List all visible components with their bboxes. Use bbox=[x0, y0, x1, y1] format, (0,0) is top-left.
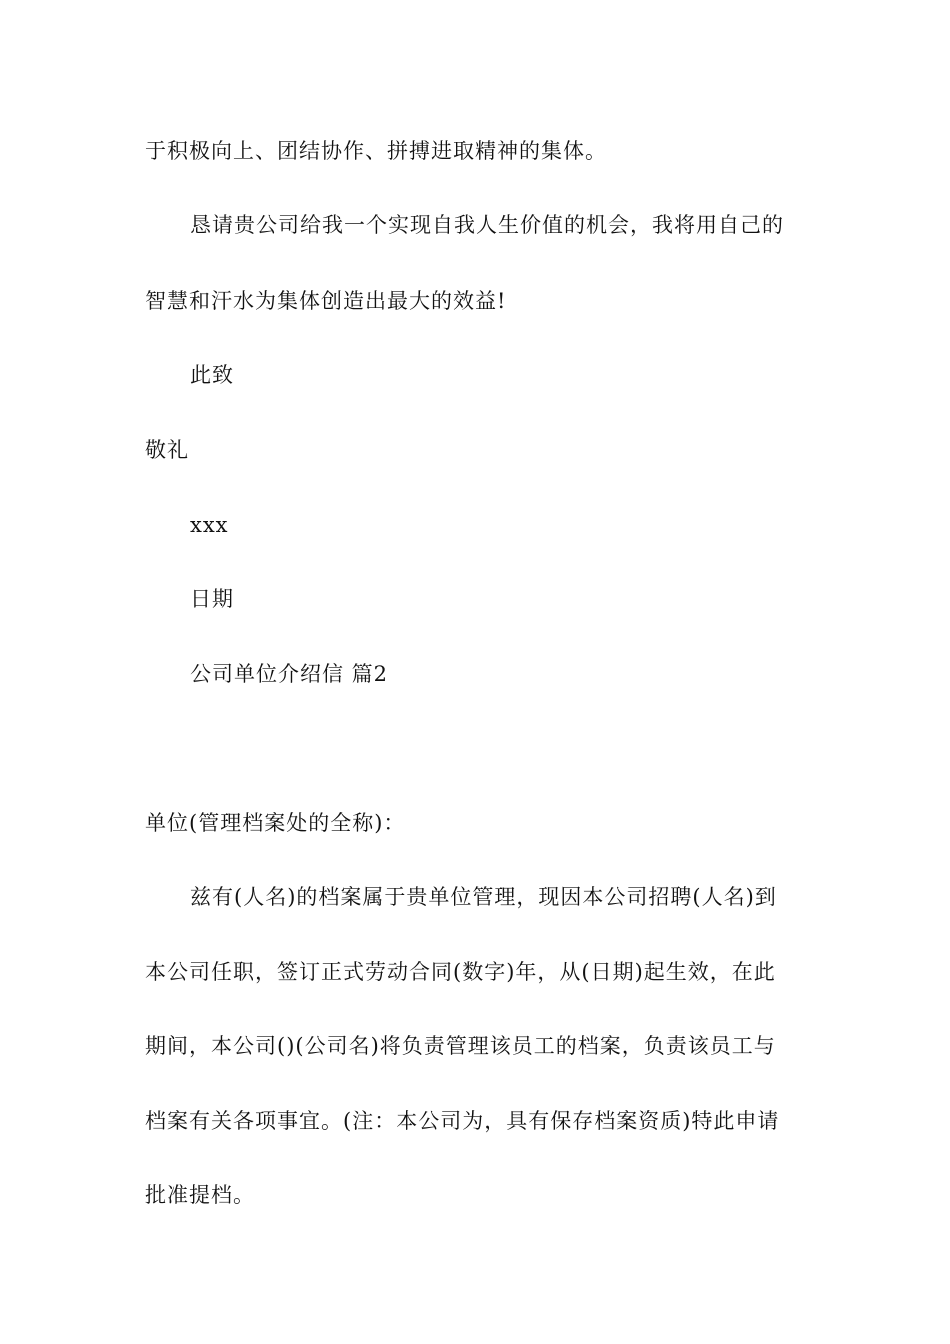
paragraph-line: 档案有关各项事宜。(注：本公司为，具有保存档案资质)特此申请 bbox=[145, 1109, 780, 1133]
signature-date: 日期 bbox=[190, 587, 234, 611]
closing-regards: 敬礼 bbox=[145, 438, 189, 462]
section-heading: 公司单位介绍信 篇2 bbox=[190, 662, 389, 686]
paragraph-line: 兹有(人名)的档案属于贵单位管理，现因本公司招聘(人名)到 bbox=[190, 885, 777, 909]
paragraph-line: 于积极向上、团结协作、拼搏进取精神的集体。 bbox=[145, 139, 607, 163]
signature-name: xxx bbox=[190, 513, 229, 537]
paragraph-line: 批准提档。 bbox=[145, 1183, 255, 1207]
paragraph-line: 本公司任职，签订正式劳动合同(数字)年，从(日期)起生效，在此 bbox=[145, 960, 776, 984]
paragraph-line: 恳请贵公司给我一个实现自我人生价值的机会，我将用自己的 bbox=[190, 213, 784, 237]
closing-salutation: 此致 bbox=[190, 363, 234, 387]
paragraph-line: 期间，本公司()(公司名)将负责管理该员工的档案，负责该员工与 bbox=[145, 1034, 776, 1058]
addressee-line: 单位(管理档案处的全称)： bbox=[145, 811, 406, 835]
paragraph-line: 智慧和汗水为集体创造出最大的效益! bbox=[145, 289, 507, 313]
